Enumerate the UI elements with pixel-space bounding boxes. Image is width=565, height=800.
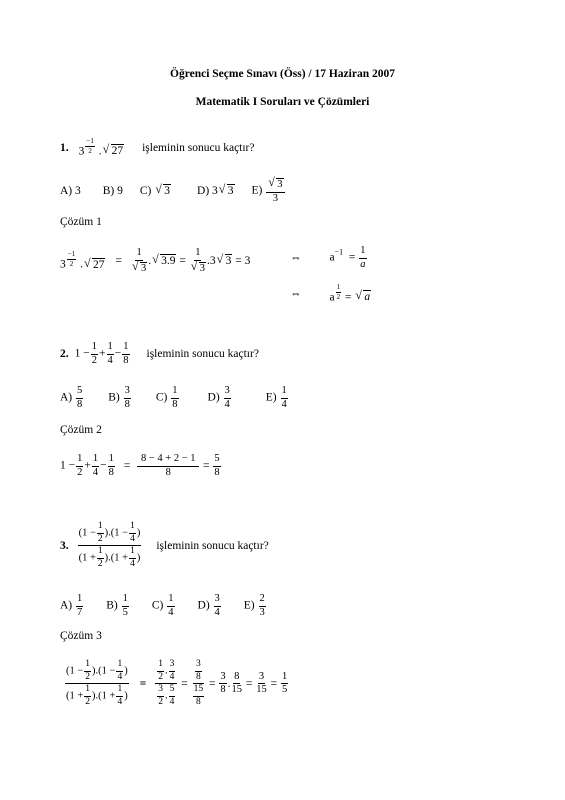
q2-prompt: işleminin sonucu kaçtır? bbox=[146, 348, 259, 360]
q1-solution: 3 $^{\frac{-1}{2}}$ .√ 27 = 1 √ 3 . √ 3.9 = 1 √ 3 .3 √ 3 = 3 bbox=[60, 248, 250, 274]
q2-options bbox=[60, 386, 289, 410]
q1-option-a[interactable]: A) 3 bbox=[60, 185, 81, 197]
page-title: Öğrenci Seçme Sınavı (Öss) / 17 Haziran 2007 bbox=[170, 68, 395, 80]
q2-option-d[interactable]: D) $\frac{3}{4}$ bbox=[207, 385, 230, 410]
q1-solution-label: Çözüm 1 bbox=[60, 216, 102, 228]
q2-option-c[interactable]: C) $\frac{1}{8}$ bbox=[155, 385, 178, 410]
question-number: 1. bbox=[60, 141, 69, 154]
question-2 bbox=[60, 342, 259, 366]
q3-prompt: işleminin sonucu kaçtır? bbox=[156, 539, 269, 552]
question-number: 3. bbox=[60, 539, 69, 552]
q1-rule-1: ⇔ $a^{-1}$ = $\frac{1}{a}$ bbox=[290, 245, 366, 270]
q3-solution-label: Çözüm 3 bbox=[60, 630, 102, 642]
q1-option-d[interactable]: D) 3√ 3 bbox=[197, 184, 235, 197]
q1-prompt: işleminin sonucu kaçtır? bbox=[142, 141, 255, 154]
q3-option-c[interactable]: C) $\frac{1}{4}$ bbox=[151, 593, 174, 618]
page-subtitle: Matematik I Soruları ve Çözümleri bbox=[195, 96, 370, 108]
q3-option-a[interactable]: A) $\frac{1}{7}$ bbox=[60, 593, 83, 618]
q1-options bbox=[60, 178, 286, 204]
q2-expression: 1 − $\frac{1}{2}$ + $\frac{1}{4}$ − $\frac{1}{8}$ bbox=[74, 341, 129, 366]
q3-solution: (1 − $\frac{1}{2}$ ).(1 − $\frac{1}{4}$ ) (1 + $\frac{1}{2}$ ).(1 + $\frac{1}{4}$ ) = $\frac{1}{2}$ . $\frac{3}{4}$ $\frac{3}{2}$ . $\frac{5}{4}$ = $\frac{\frac{3}{8}}{\frac{15}{8}}$ = $\frac{3}{8}$ . $\frac{8}{15}$ = $\frac{3}{15}$ = $\frac{1}{5}$ bbox=[66, 659, 288, 707]
q1-expression: 3 $^{\frac{-1}{2}}$ .√ 27 bbox=[79, 138, 124, 157]
q3-option-e[interactable]: E) $\frac{2}{3}$ bbox=[243, 593, 265, 618]
q2-option-b[interactable]: B) $\frac{3}{8}$ bbox=[108, 385, 130, 410]
q3-expression: (1 − $\frac{1}{2}$ ).(1 − $\frac{1}{4}$ ) (1 + $\frac{1}{2}$ ).(1 + $\frac{1}{4}$ ) bbox=[78, 521, 141, 569]
question-1 bbox=[60, 138, 255, 157]
question-number: 2. bbox=[60, 348, 69, 360]
question-3 bbox=[60, 522, 269, 569]
q3-option-d[interactable]: D) $\frac{3}{4}$ bbox=[197, 593, 220, 618]
q1-rule-2: ⇔ a $^{\frac{1}{2}}$ = √ a bbox=[290, 284, 371, 303]
q3-option-b[interactable]: B) $\frac{1}{5}$ bbox=[106, 593, 128, 618]
q2-option-e[interactable]: E) $\frac{1}{4}$ bbox=[265, 385, 287, 410]
q2-solution-label: Çözüm 2 bbox=[60, 424, 102, 436]
q1-option-c[interactable]: C) √ 3 bbox=[140, 184, 171, 197]
q2-option-a[interactable]: A) $\frac{5}{8}$ bbox=[60, 385, 83, 410]
q1-option-b[interactable]: B) 9 bbox=[102, 185, 123, 197]
q1-option-e[interactable]: E) √ $\frac{3}{3}$ bbox=[252, 178, 286, 204]
q2-solution: 1 − $\frac{1}{2}$ + $\frac{1}{4}$ − $\frac{1}{8}$ = $\frac{8 - 4 + 2 - 1}{8}$ = $\frac{5}{8}$ bbox=[60, 453, 220, 478]
q3-options bbox=[60, 594, 267, 618]
